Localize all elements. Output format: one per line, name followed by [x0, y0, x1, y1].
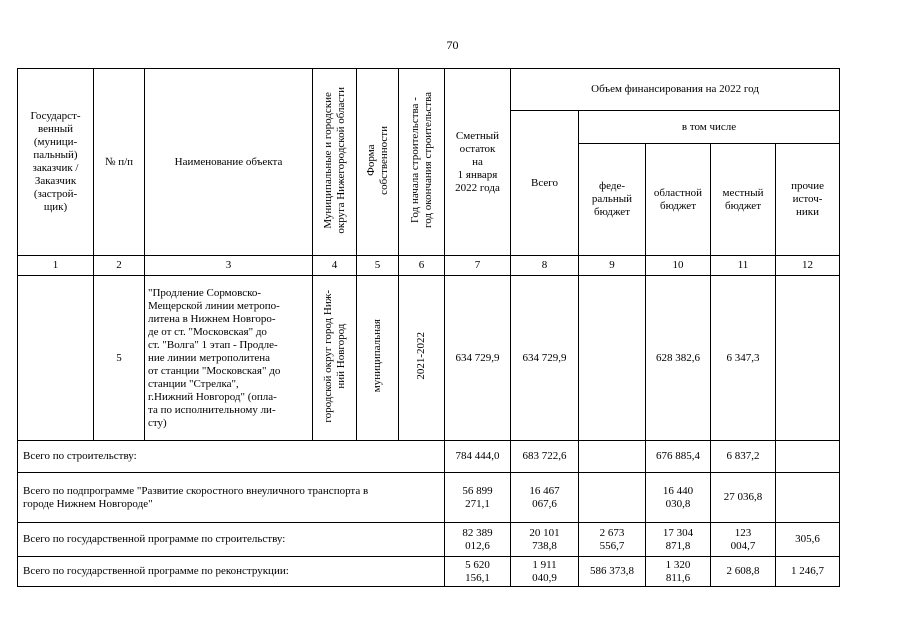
object-estimate: 634 729,9 — [445, 276, 511, 441]
summary-regional: 676 885,4 — [646, 441, 711, 473]
summary-total: 1 911 040,9 — [511, 557, 579, 587]
summary-estimate: 5 620 156,1 — [445, 557, 511, 587]
column-number-row — [18, 256, 840, 276]
column-number: 10 — [646, 256, 711, 276]
summary-regional: 17 304 871,8 — [646, 523, 711, 557]
summary-other — [776, 473, 840, 523]
summary-estimate: 82 389 012,6 — [445, 523, 511, 557]
object-name: "Продление Сормовско- Мещерской линии метропо- литена в Нижнем Новгоро- де от ст. "Московская" до ст. "Волга" 1 этап - Продле- ние линии метрополитена от станции "Московская" до станции "Стрелка", г.Нижний Новгород" (опла- та по исполнительному ли- сту) — [145, 276, 313, 441]
object-federal — [579, 276, 646, 441]
summary-federal: 586 373,8 — [579, 557, 646, 587]
column-number: 3 — [145, 256, 313, 276]
column-number: 5 — [357, 256, 399, 276]
summary-total: 683 722,6 — [511, 441, 579, 473]
summary-federal: 2 673 556,7 — [579, 523, 646, 557]
summary-local: 123 004,7 — [711, 523, 776, 557]
summary-other: 1 246,7 — [776, 557, 840, 587]
header-local: местный бюджет — [711, 144, 776, 256]
object-number: 5 — [94, 276, 145, 441]
summary-local: 6 837,2 — [711, 441, 776, 473]
header-including: в том числе — [579, 111, 840, 144]
column-number: 12 — [776, 256, 840, 276]
object-customer — [18, 276, 94, 441]
summary-regional: 1 320 811,6 — [646, 557, 711, 587]
summary-regional: 16 440 030,8 — [646, 473, 711, 523]
page-number: 70 — [446, 38, 459, 52]
column-number: 2 — [94, 256, 145, 276]
summary-label: Всего по строительству: — [18, 441, 445, 473]
header-regional: областной бюджет — [646, 144, 711, 256]
summary-label: Всего по подпрограмме "Развитие скоростного внеуличного транспорта в городе Нижнем Новгороде" — [18, 473, 445, 523]
column-number: 1 — [18, 256, 94, 276]
object-municipality: городской округ город Ниж- ний Новгород — [313, 276, 357, 441]
object-ownership: муниципальная — [357, 276, 399, 441]
column-number: 7 — [445, 256, 511, 276]
header-other: прочие источ- ники — [776, 144, 840, 256]
summary-federal — [579, 441, 646, 473]
header-funding-group: Объем финансирования на 2022 год — [511, 69, 840, 111]
summary-other: 305,6 — [776, 523, 840, 557]
header-federal: феде- ральный бюджет — [579, 144, 646, 256]
object-total: 634 729,9 — [511, 276, 579, 441]
summary-row — [18, 473, 840, 523]
summary-local: 27 036,8 — [711, 473, 776, 523]
header-municipality: Муниципальные и городские округа Нижегородской области — [313, 69, 357, 256]
object-local: 6 347,3 — [711, 276, 776, 441]
column-number: 6 — [399, 256, 445, 276]
summary-local: 2 608,8 — [711, 557, 776, 587]
summary-estimate: 784 444,0 — [445, 441, 511, 473]
summary-other — [776, 441, 840, 473]
object-regional: 628 382,6 — [646, 276, 711, 441]
header-estimate: Сметный остаток на 1 января 2022 года — [445, 69, 511, 256]
funding-table — [17, 68, 840, 587]
object-other — [776, 276, 840, 441]
object-years: 2021-2022 — [399, 276, 445, 441]
column-number: 11 — [711, 256, 776, 276]
header-years: Год начала строительства - год окончания строительства — [399, 69, 445, 256]
summary-total: 20 101 738,8 — [511, 523, 579, 557]
summary-label: Всего по государственной программе по строительству: — [18, 523, 445, 557]
summary-total: 16 467 067,6 — [511, 473, 579, 523]
header-customer: Государст- венный (муници- пальный) заказчик / Заказчик (застрой- щик) — [18, 69, 94, 256]
summary-row — [18, 441, 840, 473]
summary-row — [18, 557, 840, 587]
summary-federal — [579, 473, 646, 523]
summary-row — [18, 523, 840, 557]
header-object-name: Наименование объекта — [145, 69, 313, 256]
column-number: 9 — [579, 256, 646, 276]
header-number: № п/п — [94, 69, 145, 256]
column-number: 4 — [313, 256, 357, 276]
column-number: 8 — [511, 256, 579, 276]
header-ownership: Форма собственности — [357, 69, 399, 256]
object-row — [18, 276, 840, 441]
summary-estimate: 56 899 271,1 — [445, 473, 511, 523]
summary-label: Всего по государственной программе по реконструкции: — [18, 557, 445, 587]
header-total: Всего — [511, 111, 579, 256]
